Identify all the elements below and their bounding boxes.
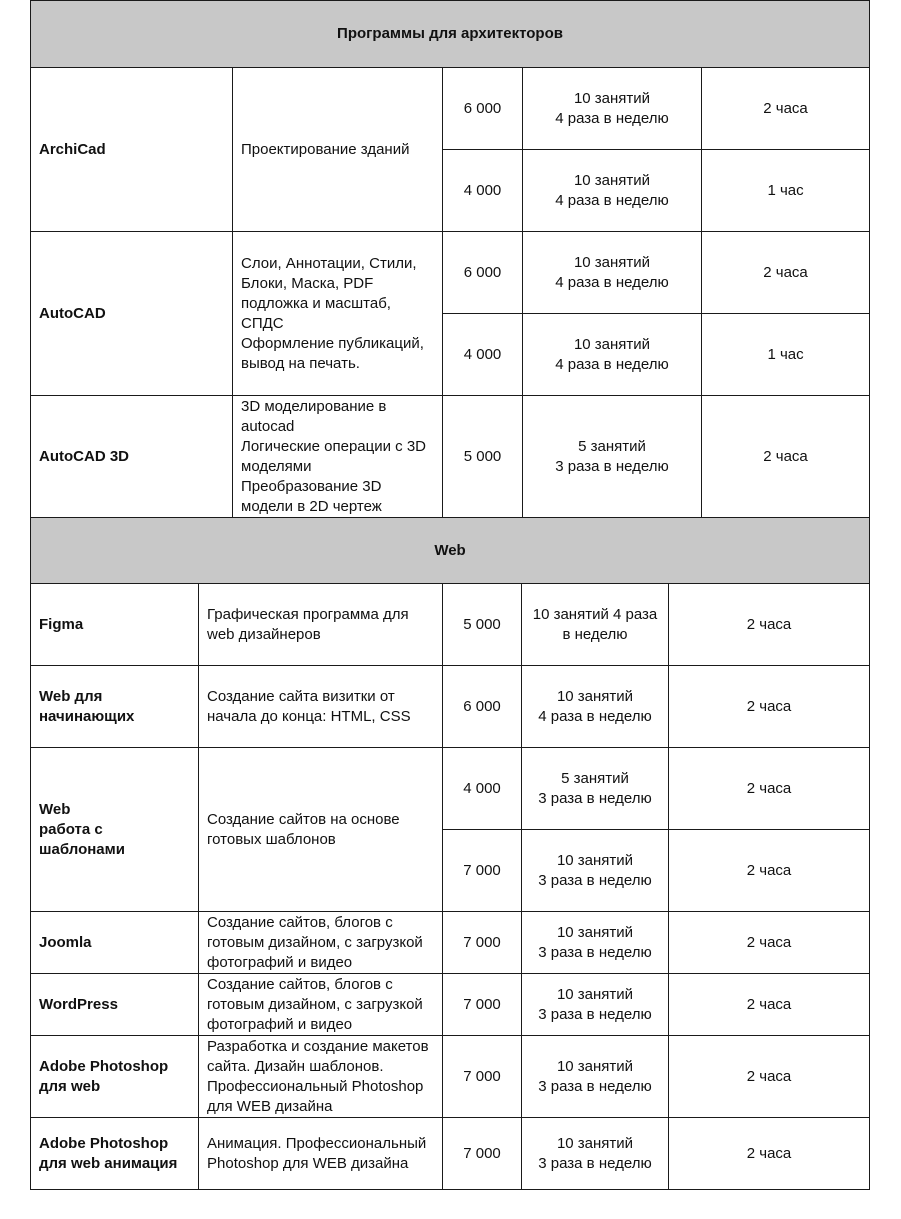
price: 7 000 — [443, 1036, 522, 1118]
price: 7 000 — [443, 974, 522, 1036]
lessons-schedule: 10 занятий 3 раза в неделю — [522, 1036, 669, 1118]
price: 7 000 — [443, 1118, 522, 1190]
course-name: Adobe Photoshop для web — [31, 1036, 199, 1118]
lesson-duration: 2 часа — [702, 232, 870, 314]
table-row — [31, 396, 870, 518]
price: 4 000 — [443, 314, 523, 396]
lesson-duration: 1 час — [702, 314, 870, 396]
lessons-schedule: 10 занятий 4 раза в неделю — [523, 314, 702, 396]
course-description: Создание сайтов, блогов с готовым дизайном, с загрузкой фотографий и видео — [199, 912, 443, 974]
section-architects — [30, 0, 869, 518]
lesson-duration: 2 часа — [669, 1036, 870, 1118]
section-web — [30, 517, 869, 1190]
course-description: Слои, Аннотации, Стили, Блоки, Маска, PDF подложка и масштаб, СПДС Оформление публикаций, вывод на печать. — [233, 232, 443, 396]
table-row — [31, 1036, 870, 1118]
price: 5 000 — [443, 396, 523, 518]
table-row — [31, 584, 870, 666]
lesson-duration: 2 часа — [669, 1118, 870, 1190]
price: 4 000 — [443, 150, 523, 232]
lesson-duration: 2 часа — [669, 912, 870, 974]
price: 6 000 — [443, 666, 522, 748]
lessons-schedule: 10 занятий 4 раза в неделю — [523, 68, 702, 150]
lessons-schedule: 10 занятий 3 раза в неделю — [522, 1118, 669, 1190]
price: 7 000 — [443, 830, 522, 912]
course-description: Графическая программа для web дизайнеров — [199, 584, 443, 666]
price: 5 000 — [443, 584, 522, 666]
lesson-duration: 2 часа — [669, 666, 870, 748]
course-name: Figma — [31, 584, 199, 666]
price: 6 000 — [443, 68, 523, 150]
lesson-duration: 1 час — [702, 150, 870, 232]
course-description: Разработка и создание макетов сайта. Дизайн шаблонов. Профессиональный Photoshop для WEB дизайна — [199, 1036, 443, 1118]
lesson-duration: 2 часа — [702, 68, 870, 150]
course-description: Проектирование зданий — [233, 68, 443, 232]
lessons-schedule: 10 занятий 3 раза в неделю — [522, 830, 669, 912]
table-row — [31, 68, 870, 150]
course-name: AutoCAD 3D — [31, 396, 233, 518]
table-row — [31, 232, 870, 314]
course-name: Adobe Photoshop для web анимация — [31, 1118, 199, 1190]
lessons-schedule: 10 занятий 3 раза в неделю — [522, 974, 669, 1036]
course-name: WordPress — [31, 974, 199, 1036]
course-description: Создание сайтов на основе готовых шаблонов — [199, 748, 443, 912]
lessons-schedule: 10 занятий 4 раза в неделю — [522, 584, 669, 666]
lessons-schedule: 10 занятий 3 раза в неделю — [522, 912, 669, 974]
section-title: Программы для архитекторов — [31, 1, 870, 68]
course-name: Web для начинающих — [31, 666, 199, 748]
table-row — [31, 1118, 870, 1190]
course-name: ArchiCad — [31, 68, 233, 232]
lesson-duration: 2 часа — [669, 974, 870, 1036]
lessons-schedule: 5 занятий 3 раза в неделю — [522, 748, 669, 830]
lesson-duration: 2 часа — [669, 748, 870, 830]
table-row — [31, 666, 870, 748]
lesson-duration: 2 часа — [702, 396, 870, 518]
lessons-schedule: 10 занятий 4 раза в неделю — [523, 150, 702, 232]
lessons-schedule: 5 занятий 3 раза в неделю — [523, 396, 702, 518]
lessons-schedule: 10 занятий 4 раза в неделю — [523, 232, 702, 314]
course-description: 3D моделирование в autocad Логические операции с 3D моделями Преобразование 3D модели в 2D чертеж — [233, 396, 443, 518]
lesson-duration: 2 часа — [669, 830, 870, 912]
course-name: AutoCAD — [31, 232, 233, 396]
table-row — [31, 974, 870, 1036]
section-title: Web — [31, 518, 870, 584]
price: 6 000 — [443, 232, 523, 314]
lessons-schedule: 10 занятий 4 раза в неделю — [522, 666, 669, 748]
course-description: Создание сайтов, блогов с готовым дизайном, с загрузкой фотографий и видео — [199, 974, 443, 1036]
price: 4 000 — [443, 748, 522, 830]
course-name: Joomla — [31, 912, 199, 974]
lesson-duration: 2 часа — [669, 584, 870, 666]
course-description: Анимация. Профессиональный Photoshop для WEB дизайна — [199, 1118, 443, 1190]
course-description: Создание сайта визитки от начала до конца: HTML, CSS — [199, 666, 443, 748]
table-row — [31, 748, 870, 830]
course-name: Web работа с шаблонами — [31, 748, 199, 912]
table-row — [31, 912, 870, 974]
price: 7 000 — [443, 912, 522, 974]
